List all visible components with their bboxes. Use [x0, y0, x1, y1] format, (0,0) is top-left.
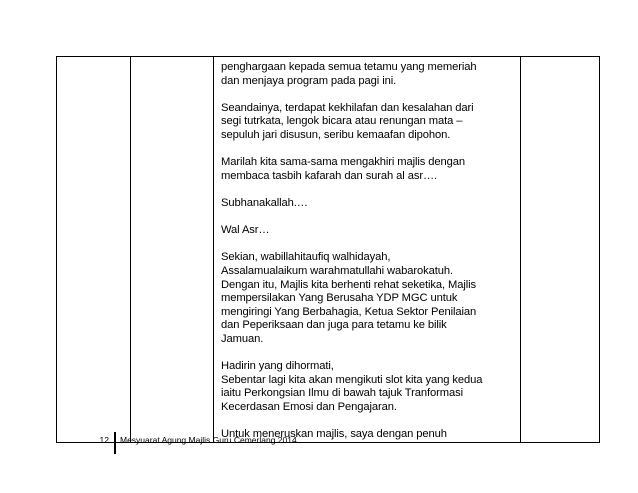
empty-cell-1: [57, 57, 131, 443]
footer-title: Mesyuarat Agung Majlis Guru Cemerlang 2014: [120, 435, 297, 445]
table-row: [57, 57, 600, 443]
paragraph-subhanakallah: Subhanakallah.…: [221, 196, 308, 209]
empty-cell-2: [131, 57, 214, 443]
page-footer: [87, 432, 297, 454]
paragraph-break-announcement: Sekian, wabillahitaufiq walhidayah, Assalamualaikum warahmatullahi wabarokatuh. Dengan itu, Majlis kita berhenti rehat seketika, Majlis mempersilakan Yang Berusaha YDP MGC untuk mengiringi Yang Berbahagia, Ketua Sektor Penilaian dan Peperiksaan dan juga para tetamu ke bilik Jamuan.: [221, 251, 477, 345]
document-table: [56, 56, 600, 443]
page-number: 12: [99, 435, 109, 445]
paragraph-closing-prayer: Marilah kita sama-sama mengakhiri majlis dengan membaca tasbih kafarah dan surah al asr….: [221, 156, 466, 182]
paragraph-continuation: Untuk meneruskan majlis, saya dengan penuh: [221, 428, 447, 441]
paragraph-apology: Seandainya, terdapat kekhilafan dan kesalahan dari segi tutrkata, lengok bicara atau renungan mata – sepuluh jari disusun, seribu kemaafan dipohon.: [221, 101, 474, 141]
paragraph-wal-asr: Wal Asr…: [221, 224, 270, 237]
paragraph-appreciation: penghargaan kepada semua tetamu yang memeriah dan menjaya program pada pagi ini.: [221, 61, 477, 87]
empty-cell-4: [521, 57, 600, 443]
script-content-cell: [214, 57, 521, 443]
paragraph-next-slot: Hadirin yang dihormati, Sebentar lagi kita akan mengikuti slot kita yang kedua iaitu Perkongsian Ilmu di bawah tajuk Tranformasi Kecerdasan Emosi dan Pengajaran.: [221, 360, 483, 413]
